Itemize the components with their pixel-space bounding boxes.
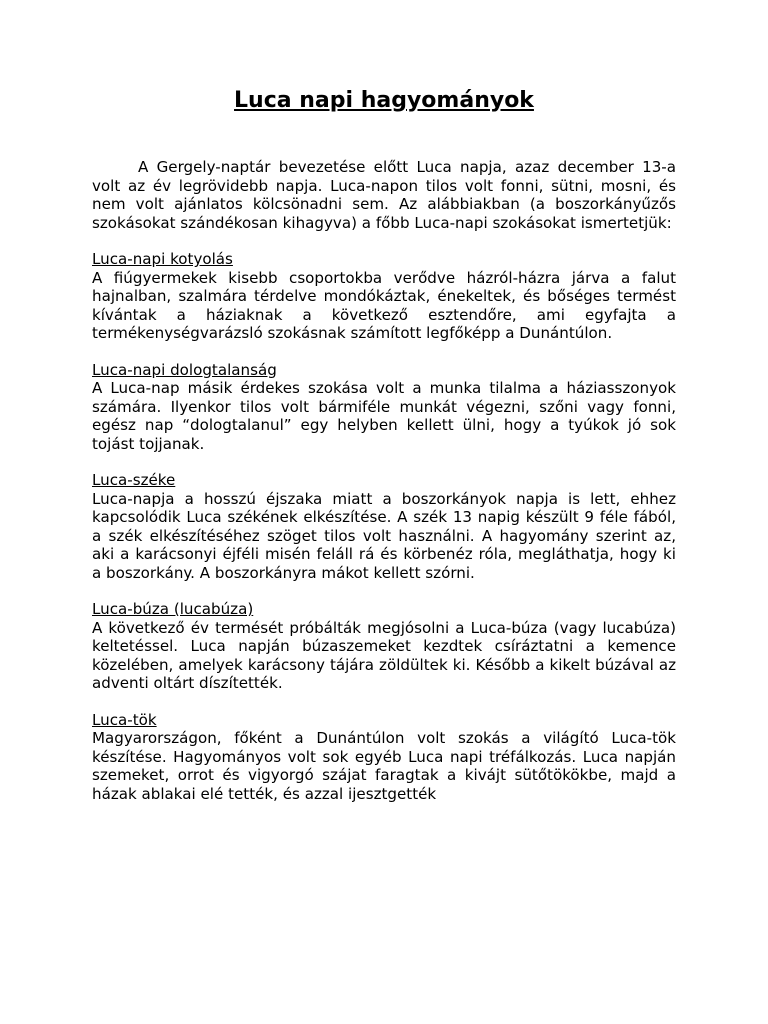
section-dologtalansag [92,361,676,454]
section-heading: Luca-napi dologtalanság [92,360,277,379]
section-kotyolas [92,250,676,343]
section-text: Magyarországon, főként a Dunántúlon volt szokás a világító Luca-tök készítése. Hagyományos volt sok egyéb Luca napi tréfálkozás. Luca napján szemeket, orrot és vigyorgó szájat faragtak a kivájt sütőtökökbe, majd a házak ablakai elé tették, és azzal ijesztgették [92,729,676,803]
section-luca-szeke [92,471,676,582]
section-text: A következő év termését próbálták megjósolni a Luca-búza (vagy lucabúza) keltetéssel. Luca napján búzaszemeket kezdtek csíráztatni a kemence közelében, amelyek karácsony tájára zöldültek ki. Később a kikelt búzával az adventi oltárt díszítették. [92,618,676,692]
section-heading: Luca-széke [92,471,176,489]
section-heading: Luca-búza (lucabúza) [92,600,254,618]
section-luca-buza [92,600,676,693]
section-heading: Luca-tök [92,710,157,729]
intro-paragraph: A Gergely-naptár bevezetése előtt Luca napja, azaz december 13-a volt az év legrövidebb napja. Luca-napon tilos volt fonni, sütni, mosni, és nem volt ajánlatos kölcsönadni sem. Az alábbiakban (a boszorkányűzős szokásokat szándékosan kihagyva) a főbb Luca-napi szokásokat ismertetjük: [92,158,676,232]
section-text: A Luca-nap másik érdekes szokása volt a munka tilalma a háziasszonyok számára. Ilyenkor tilos volt bármiféle munkát végezni, szőni vagy fonni, egész nap “dologtalanul” egy helyben kellett ülni, hogy a tyúkok jó sok tojást tojjanak. [92,379,676,453]
section-text: A fiúgyermekek kisebb csoportokba verődve házról-házra járva a falut hajnalban, szalmára térdelve mondókáztak, énekeltek, és bőséges termést kívántak a háziaknak a következő esztendőre, ami egyfajta a termékenységvarázsló szokásnak számított legfőképp a Dunántúlon. [92,268,676,342]
section-luca-tok [92,711,676,804]
section-heading: Luca-napi kotyolás [92,250,233,268]
document-page [92,86,676,821]
section-text: Luca-napja a hosszú éjszaka miatt a boszorkányok napja is lett, ehhez kapcsolódik Luca székének elkészítése. A szék 13 napig készült 9 féle fából, a szék elkészítéséhez szöget tilos volt használni. A hagyomány szerint az, aki a karácsonyi éjféli misén feláll rá és körbenéz róla, megláthatja, hogy ki a boszorkány. A boszorkányra mákot kellett szórni. [92,489,676,582]
document-title: Luca napi hagyományok [234,88,534,113]
